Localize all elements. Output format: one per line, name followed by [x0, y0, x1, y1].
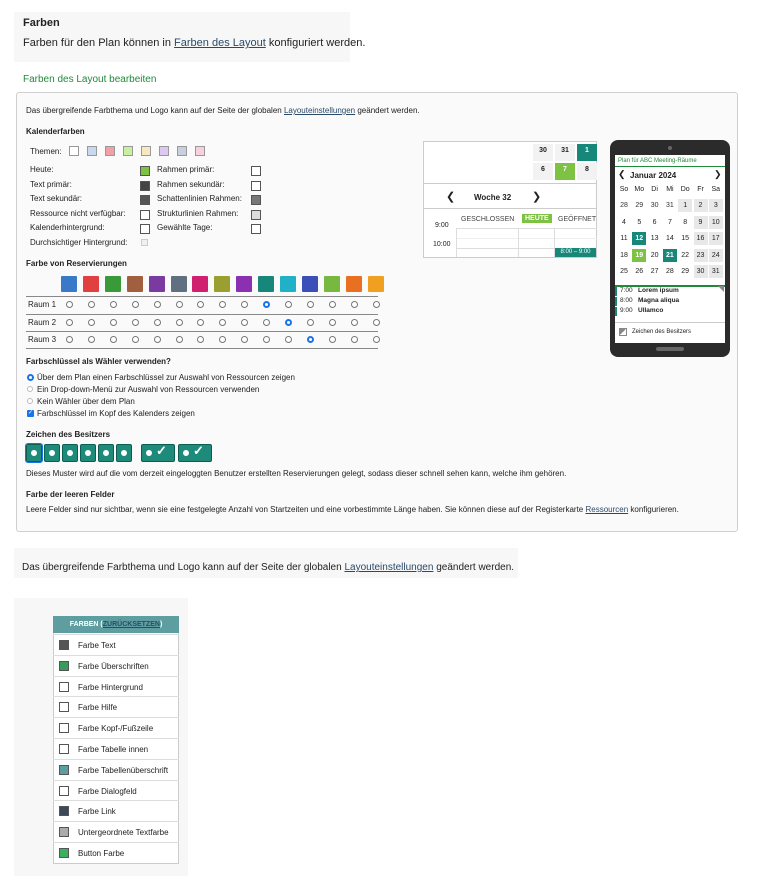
- calendar-color-swatch[interactable]: [140, 224, 150, 234]
- empty-fields-description: [26, 505, 679, 514]
- col-today: HEUTE: [522, 214, 552, 223]
- color-swatch[interactable]: [59, 744, 69, 754]
- week-label: Woche 32: [474, 193, 512, 202]
- phone-day[interactable]: 13: [650, 235, 659, 242]
- event-title[interactable]: Lorem ipsum: [638, 287, 679, 294]
- color-row-label: Farbe Hintergrund: [78, 682, 143, 692]
- room-color-radio[interactable]: [154, 336, 161, 343]
- calendar-color-label: Strukturlinien Rahmen:: [157, 208, 239, 218]
- room-label: Raum 1: [28, 300, 57, 309]
- color-row[interactable]: [53, 634, 179, 655]
- owner-sign-description: Dieses Muster wird auf die vom derzeit eingeloggten Benutzer erstellten Reservierungen gelegt, sodass dieser schnell sehen kann, welche ihm gehören.: [26, 469, 567, 478]
- owner-dot-icon: [31, 450, 37, 456]
- room-color-radio[interactable]: [329, 319, 336, 326]
- color-row-label: Farbe Link: [78, 807, 116, 817]
- colors-header-label: FARBEN: [69, 621, 99, 628]
- reservation-color-swatch[interactable]: [61, 276, 77, 292]
- weekday-label: Mi: [666, 186, 674, 193]
- phone-day[interactable]: 20: [650, 251, 659, 259]
- phone-day[interactable]: 29: [681, 268, 690, 275]
- phone-day[interactable]: 19: [632, 249, 646, 262]
- room-color-radio[interactable]: [285, 301, 292, 308]
- reservation-color-swatch[interactable]: [192, 276, 208, 292]
- grid-line: [456, 228, 457, 257]
- owner-dot-icon: [183, 450, 189, 456]
- page-title: Farben: [23, 17, 60, 29]
- calendar-color-swatch[interactable]: [140, 210, 150, 220]
- room-color-radio[interactable]: [66, 301, 73, 308]
- phone-day[interactable]: 15: [681, 235, 690, 242]
- row-line: [26, 314, 378, 315]
- color-swatch[interactable]: [59, 682, 69, 692]
- row-line: [26, 331, 378, 332]
- calendar-color-label: Kalenderhintergrund:: [30, 223, 105, 232]
- phone-day[interactable]: 9: [694, 216, 708, 229]
- phone-owner-label: Zeichen des Besitzers: [632, 329, 692, 335]
- reservation-color-swatch[interactable]: [83, 276, 99, 292]
- color-row-label: Untergeordnete Textfarbe: [78, 828, 169, 838]
- owner-dot-icon: [49, 450, 55, 456]
- color-swatch[interactable]: [59, 806, 69, 816]
- room-color-radio[interactable]: [110, 336, 117, 343]
- calendar-color-swatch[interactable]: [251, 224, 261, 234]
- weekday-label: Di: [651, 186, 658, 193]
- owner-sign-option[interactable]: [178, 444, 212, 462]
- color-row-label: Farbe Hilfe: [78, 703, 118, 713]
- color-row[interactable]: [53, 842, 179, 863]
- key-selector-label: Ein Drop-down-Menü zur Auswahl von Ressourcen verwenden: [37, 385, 260, 394]
- room-color-radio[interactable]: [132, 336, 139, 343]
- theme-swatch[interactable]: [141, 146, 151, 156]
- phone-day[interactable]: 24: [709, 249, 723, 262]
- room-color-radio[interactable]: [176, 319, 183, 326]
- calendar-color-label: Schattenlinien Rahmen:: [157, 194, 242, 203]
- phone-day[interactable]: 11: [620, 235, 628, 242]
- owner-sign-heading: Zeichen des Besitzers: [26, 430, 111, 439]
- event-time: 8:00: [620, 297, 633, 304]
- phone-day[interactable]: 10: [709, 216, 723, 229]
- room-color-radio[interactable]: [307, 336, 314, 343]
- phone-day[interactable]: 28: [665, 268, 674, 275]
- phone-day[interactable]: 12: [632, 232, 646, 245]
- key-selector-radio[interactable]: [27, 386, 33, 392]
- color-swatch[interactable]: [59, 848, 69, 858]
- reservation-color-swatch[interactable]: [236, 276, 252, 292]
- room-color-radio[interactable]: [307, 301, 314, 308]
- check-icon: ✓: [156, 443, 167, 458]
- calendar-color-label: Ressource nicht verfügbar:: [30, 208, 126, 218]
- reservation-color-swatch[interactable]: [346, 276, 362, 292]
- grid-line: [456, 228, 597, 229]
- event-time: 7:00: [620, 287, 633, 294]
- color-row[interactable]: [53, 800, 179, 821]
- color-row[interactable]: [53, 780, 179, 801]
- calendar-color-swatch[interactable]: [140, 166, 150, 176]
- weekday-label: So: [619, 186, 629, 193]
- intro-end: geändert werden.: [355, 106, 420, 115]
- owner-sign-option[interactable]: [98, 444, 114, 462]
- owner-sign-option[interactable]: [26, 444, 42, 462]
- edit-layout-colors-link[interactable]: Farben des Layout bearbeiten: [23, 74, 157, 85]
- event-marker: [615, 307, 617, 316]
- grid-line: [518, 228, 519, 257]
- col-closed: GESCHLOSSEN: [461, 216, 515, 223]
- prev-week-icon[interactable]: ❮: [446, 191, 456, 203]
- row-line: [26, 348, 378, 349]
- phone-next-icon[interactable]: ❯: [714, 169, 722, 179]
- theme-swatch[interactable]: [177, 146, 187, 156]
- room-color-radio[interactable]: [132, 301, 139, 308]
- owner-sign-option[interactable]: [141, 444, 175, 462]
- room-color-radio[interactable]: [154, 301, 161, 308]
- calendar-color-swatch[interactable]: [251, 195, 261, 205]
- calendar-colors-heading: Kalenderfarben: [26, 127, 85, 136]
- mini-day[interactable]: 30: [533, 144, 553, 161]
- color-swatch[interactable]: [59, 702, 69, 712]
- phone-day[interactable]: 31: [709, 265, 723, 278]
- room-color-radio[interactable]: [197, 319, 204, 326]
- owner-dot-icon: [121, 450, 127, 456]
- header-desc-text: Farben für den Plan können in: [23, 37, 175, 49]
- time-9: 9:00: [435, 222, 449, 229]
- color-row[interactable]: [53, 655, 179, 676]
- calendar-color-swatch[interactable]: [251, 210, 261, 220]
- reservation-colors-heading: Farbe von Reservierungen: [26, 259, 127, 268]
- room-color-radio[interactable]: [373, 301, 380, 308]
- room-color-radio[interactable]: [307, 319, 314, 326]
- intro-text: Das übergreifende Farbthema und Logo kann auf der Seite der globalen: [26, 106, 284, 115]
- mid-layout-link[interactable]: Layouteinstellungen: [344, 562, 434, 573]
- divider: [615, 322, 725, 323]
- owner-dot-icon: [85, 450, 91, 456]
- color-swatch[interactable]: [59, 786, 69, 796]
- owner-dot-icon: [103, 450, 109, 456]
- phone-day[interactable]: 21: [663, 249, 677, 262]
- owner-sign-option[interactable]: [44, 444, 60, 462]
- color-row-label: Button Farbe: [78, 849, 125, 858]
- color-swatch[interactable]: [59, 640, 69, 650]
- mid-end: geändert werden.: [433, 562, 515, 573]
- check-icon: ✓: [193, 443, 204, 458]
- phone-day[interactable]: 16: [694, 232, 708, 245]
- room-color-radio[interactable]: [176, 336, 183, 343]
- color-row-label: Farbe Text: [78, 641, 116, 650]
- mini-day[interactable]: 1: [577, 144, 597, 161]
- phone-day[interactable]: 30: [694, 265, 708, 278]
- row-line: [26, 296, 378, 297]
- owner-sign-option[interactable]: [116, 444, 132, 462]
- header-description: [23, 37, 365, 49]
- room-color-radio[interactable]: [154, 319, 161, 326]
- event-marker: [615, 297, 617, 306]
- reservation-color-swatch[interactable]: [258, 276, 274, 292]
- phone-day[interactable]: 5: [637, 218, 642, 226]
- calendar-color-swatch[interactable]: [251, 166, 261, 176]
- theme-swatch[interactable]: [87, 146, 97, 156]
- mini-day[interactable]: 7: [555, 163, 575, 180]
- calendar-color-swatch[interactable]: [140, 181, 150, 191]
- color-swatch[interactable]: [59, 765, 69, 775]
- weekday-label: Sa: [711, 186, 721, 193]
- color-row[interactable]: [53, 759, 179, 780]
- color-swatch[interactable]: [59, 723, 69, 733]
- calendar-color-label: Durchsichtiger Hintergrund:: [30, 237, 128, 247]
- theme-swatch[interactable]: [159, 146, 169, 156]
- phone-day[interactable]: 17: [709, 232, 723, 245]
- room-color-radio[interactable]: [219, 319, 226, 326]
- room-color-radio[interactable]: [88, 301, 95, 308]
- event-title[interactable]: Magna aliqua: [638, 297, 680, 304]
- room-color-radio[interactable]: [373, 336, 380, 343]
- theme-swatch[interactable]: [69, 146, 79, 156]
- key-selector-label: Kein Wähler über dem Plan: [37, 397, 135, 406]
- key-selector-label: Über dem Plan einen Farbschlüssel zur Auswahl von Ressourcen zeigen: [37, 373, 295, 382]
- theme-swatch[interactable]: [105, 146, 115, 156]
- owner-dot-icon: [146, 450, 152, 456]
- calendar-color-label: Gewählte Tage:: [157, 223, 213, 232]
- theme-swatch[interactable]: [195, 146, 205, 156]
- reset-link[interactable]: ZURÜCKSETZEN: [102, 621, 160, 628]
- phone-day[interactable]: 8: [683, 218, 688, 226]
- mini-day[interactable]: 6: [533, 163, 553, 180]
- reservation-color-swatch[interactable]: [127, 276, 143, 292]
- room-color-radio[interactable]: [329, 336, 336, 343]
- calendar-color-label: Rahmen primär:: [157, 165, 215, 174]
- divider: [615, 166, 725, 167]
- phone-day[interactable]: 31: [665, 202, 674, 209]
- color-row[interactable]: [53, 696, 179, 717]
- room-color-radio[interactable]: [88, 319, 95, 326]
- header-desc-end: konfiguriert werden.: [265, 37, 366, 49]
- color-row-label: Farbe Überschriften: [78, 661, 149, 671]
- col-open: GEÖFFNET: [558, 216, 597, 223]
- phone-month: Januar 2024: [630, 171, 677, 180]
- mid-description: [22, 562, 514, 573]
- color-row[interactable]: [53, 821, 179, 842]
- room-color-radio[interactable]: [285, 319, 292, 326]
- room-color-radio[interactable]: [241, 319, 248, 326]
- phone-plan-title: Plan für ABC Meeting-Räume: [618, 158, 697, 164]
- phone-day[interactable]: 2: [694, 199, 708, 212]
- color-row[interactable]: [53, 738, 179, 759]
- room-color-radio[interactable]: [110, 319, 117, 326]
- room-color-radio[interactable]: [329, 301, 336, 308]
- color-swatch[interactable]: [59, 827, 69, 837]
- colors-table-header: FARBEN (ZURÜCKSETZEN): [53, 616, 179, 633]
- color-row-label: Farbe Dialogfeld: [78, 786, 137, 796]
- divider: [423, 208, 597, 209]
- room-color-radio[interactable]: [373, 319, 380, 326]
- room-color-radio[interactable]: [66, 319, 73, 326]
- weekday-label: Do: [680, 186, 690, 193]
- phone-day[interactable]: 23: [694, 249, 708, 262]
- phone-day[interactable]: 1: [678, 199, 692, 212]
- mini-day[interactable]: 31: [555, 144, 575, 161]
- grid-line: [456, 238, 597, 239]
- owner-dot-icon: [67, 450, 73, 456]
- color-row[interactable]: [53, 676, 179, 697]
- panel-intro: [26, 106, 420, 115]
- phone-day[interactable]: 6: [652, 218, 657, 226]
- reservation-color-swatch[interactable]: [214, 276, 230, 292]
- phone-day[interactable]: 26: [635, 268, 644, 275]
- key-selector-radio[interactable]: [27, 374, 34, 381]
- empty-desc-end: konfigurieren.: [628, 505, 679, 514]
- calendar-color-label: Heute:: [30, 165, 54, 174]
- theme-swatch[interactable]: [123, 146, 133, 156]
- room-color-radio[interactable]: [351, 301, 358, 308]
- key-header-checkbox-label: Farbschlüssel im Kopf des Kalenders zeigen: [37, 409, 195, 418]
- key-selector-radio[interactable]: [27, 398, 33, 404]
- mid-text: Das übergreifende Farbthema und Logo kann auf der Seite der globalen: [22, 562, 345, 573]
- room-color-radio[interactable]: [110, 301, 117, 308]
- room-color-radio[interactable]: [132, 319, 139, 326]
- phone-day[interactable]: 29: [635, 202, 644, 209]
- phone-day[interactable]: 4: [622, 218, 626, 226]
- reservation-color-swatch[interactable]: [368, 276, 384, 292]
- calendar-color-swatch[interactable]: [140, 195, 150, 205]
- mini-day[interactable]: 8: [577, 163, 597, 180]
- reservation-color-swatch[interactable]: [105, 276, 121, 292]
- color-row-label: Farbe Kopf-/Fußzeile: [78, 724, 154, 734]
- calendar-color-swatch[interactable]: [141, 239, 148, 246]
- empty-desc-text: Leere Felder sind nur sichtbar, wenn sie eine festgelegte Anzahl von Startzeiten und eine vorbestimmte Länge haben. Sie können diese auf der Registerkarte: [26, 505, 586, 514]
- next-week-icon[interactable]: ❯: [532, 191, 542, 203]
- reservation-color-swatch[interactable]: [280, 276, 296, 292]
- reservation-color-swatch[interactable]: [324, 276, 340, 292]
- room-color-radio[interactable]: [176, 301, 183, 308]
- weekday-label: Mo: [634, 186, 645, 193]
- phone-day[interactable]: 22: [681, 251, 690, 259]
- calendar-color-swatch[interactable]: [251, 181, 261, 191]
- owner-sign-icon: [619, 328, 627, 336]
- calendar-color-label: Text sekundär:: [30, 194, 83, 203]
- weekday-label: Fr: [697, 186, 704, 193]
- event-marker: [615, 287, 617, 296]
- reservation-color-swatch[interactable]: [302, 276, 318, 292]
- reservation-color-swatch[interactable]: [171, 276, 187, 292]
- room-color-radio[interactable]: [351, 319, 358, 326]
- owner-sign-option[interactable]: [62, 444, 78, 462]
- room-color-radio[interactable]: [351, 336, 358, 343]
- phone-day[interactable]: 7: [667, 218, 672, 226]
- room-color-radio[interactable]: [66, 336, 73, 343]
- empty-fields-heading: Farbe der leeren Felder: [26, 490, 115, 499]
- owner-sign-option[interactable]: [80, 444, 96, 462]
- room-label: Raum 3: [28, 335, 57, 344]
- phone-day[interactable]: 30: [650, 202, 659, 209]
- color-row[interactable]: [53, 717, 179, 738]
- phone-prev-icon[interactable]: ❮: [618, 169, 626, 179]
- phone-day[interactable]: 25: [620, 268, 628, 275]
- camera-icon: [668, 146, 672, 150]
- room-color-radio[interactable]: [88, 336, 95, 343]
- resources-link[interactable]: Ressourcen: [585, 505, 629, 514]
- key-header-checkbox[interactable]: ✓: [27, 410, 34, 416]
- layout-colors-link[interactable]: Farben des Layout: [174, 37, 266, 49]
- room-color-radio[interactable]: [285, 336, 292, 343]
- phone-day[interactable]: 28: [620, 202, 628, 209]
- calendar-color-label: Text primär:: [30, 179, 72, 189]
- time-10: 10:00: [433, 241, 451, 248]
- color-row-label: Farbe Tabellenüberschrift: [78, 765, 169, 775]
- divider: [423, 183, 597, 184]
- event-title[interactable]: Ullamco: [638, 307, 664, 314]
- reservation-color-swatch[interactable]: [149, 276, 165, 292]
- color-row-label: Farbe Tabelle innen: [78, 745, 149, 754]
- color-swatch[interactable]: [59, 661, 69, 671]
- calendar-color-label: Rahmen sekundär:: [157, 179, 225, 189]
- phone-day[interactable]: 27: [650, 268, 659, 275]
- layout-settings-link[interactable]: Layouteinstellungen: [283, 106, 356, 115]
- owner-corner-icon: [718, 286, 724, 292]
- themes-label: Themen:: [30, 147, 62, 156]
- preview-event[interactable]: 8:00 – 9:00: [555, 248, 596, 257]
- key-selector-heading: Farbschlüssel als Wähler verwenden?: [26, 357, 171, 366]
- phone-day[interactable]: 3: [709, 199, 723, 212]
- home-bar: [656, 347, 684, 351]
- event-time: 9:00: [620, 307, 633, 314]
- phone-day[interactable]: 14: [665, 235, 674, 242]
- room-color-radio[interactable]: [263, 319, 270, 326]
- room-label: Raum 2: [28, 317, 57, 327]
- phone-day[interactable]: 18: [620, 251, 628, 259]
